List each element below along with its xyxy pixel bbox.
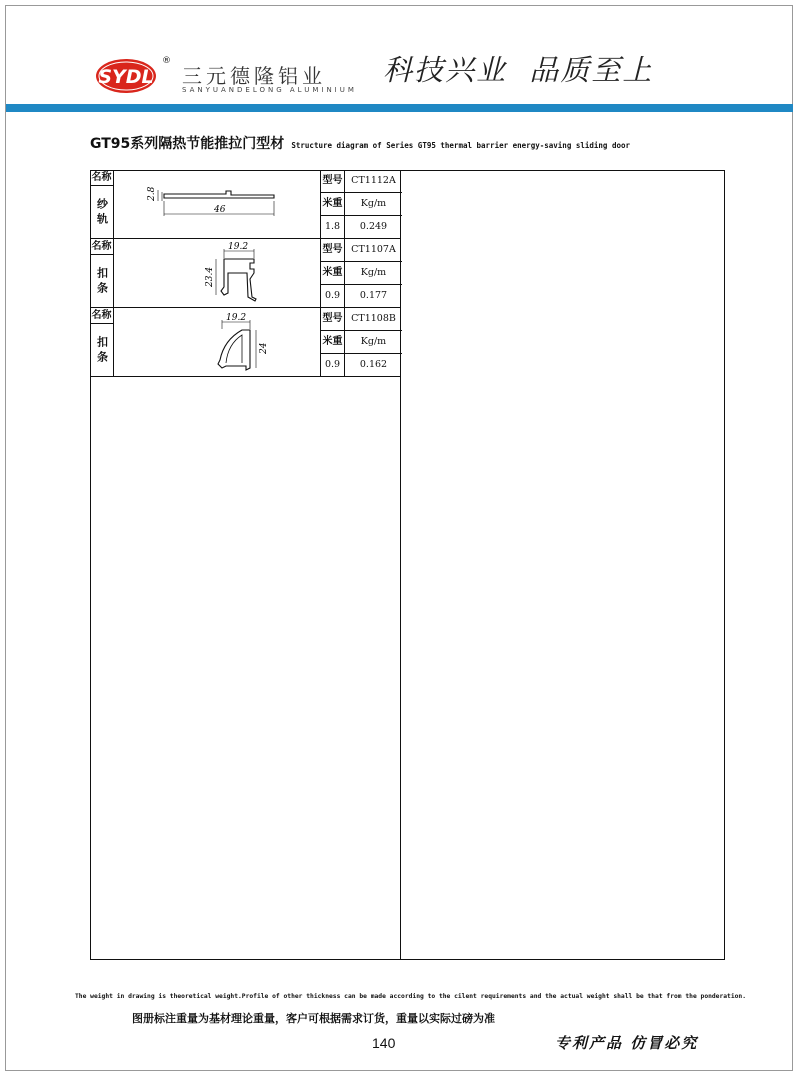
weight-value: 0.177: [359, 290, 388, 301]
registered-mark: ®: [162, 56, 171, 66]
dim-height: 24: [259, 342, 269, 354]
title-en: Structure diagram of Series GT95 thermal barrier energy-saving sliding door: [291, 141, 631, 150]
logo-text: SYDL: [98, 66, 154, 88]
brand-name-cn: 三元德隆铝业: [182, 64, 326, 88]
title-cn: GT95系列隔热节能推拉门型材: [90, 136, 285, 152]
profile-drawing: [114, 170, 321, 239]
model-label: 型号: [321, 170, 345, 193]
model-value: CT1108B: [345, 308, 402, 331]
weight-label: 米重: [321, 193, 345, 216]
dim-height: 2.8: [147, 186, 157, 201]
model-label: 型号: [321, 239, 345, 262]
weight-unit: Kg/m: [345, 331, 402, 354]
spec-block: [320, 170, 402, 239]
profile-name: 纱轨: [90, 186, 114, 239]
dim-width: 46: [214, 205, 226, 215]
weight-label: 米重: [321, 262, 345, 285]
model-label: 型号: [321, 308, 345, 331]
name-header: 名称: [90, 308, 114, 324]
profile-name: 扣条: [90, 255, 114, 308]
profile-entry: [90, 239, 401, 308]
profile-entry: [90, 170, 401, 239]
sydl-logo-icon: [95, 58, 157, 94]
thickness-value: 1.8: [321, 216, 345, 239]
name-header: 名称: [90, 170, 114, 186]
dim-width: 19.2: [226, 313, 247, 323]
profile-drawing: [114, 308, 321, 377]
weight-unit: Kg/m: [345, 262, 402, 285]
profile-name: 扣条: [90, 324, 114, 377]
slogan: 科技兴业 品质至上: [383, 53, 654, 87]
brand-name-en: SANYUANDELONG ALUMINIUM: [182, 86, 357, 94]
spec-block: [320, 239, 402, 308]
footnote-cn: 图册标注重量为基材理论重量，客户可根据需求订货，重量以实际过磅为准: [132, 1012, 495, 1025]
patent-notice: 专利产品 仿冒必究: [555, 1034, 699, 1052]
footnote-en: The weight in drawing is theoretical weight.Profile of other thickness can be made according to the cilent requirements and the actual weight shall be that from the ponderation.: [75, 993, 747, 1000]
page-number: 140: [372, 1035, 396, 1051]
weight-unit: Kg/m: [345, 193, 402, 216]
thickness-value: 0.9: [321, 354, 345, 377]
weight-value: 0.249: [359, 221, 388, 232]
weight-label: 米重: [321, 331, 345, 354]
profile-drawing: [114, 239, 321, 308]
name-header: 名称: [90, 239, 114, 255]
header-bar: [6, 104, 793, 112]
model-value: CT1112A: [345, 170, 402, 193]
spec-block: [320, 308, 402, 377]
profile-entry: [90, 308, 401, 377]
dim-width: 19.2: [228, 242, 249, 252]
dim-height: 23.4: [205, 266, 215, 287]
page-title: [90, 133, 630, 153]
weight-value: 0.162: [359, 359, 388, 370]
model-value: CT1107A: [345, 239, 402, 262]
thickness-value: 0.9: [321, 285, 345, 308]
